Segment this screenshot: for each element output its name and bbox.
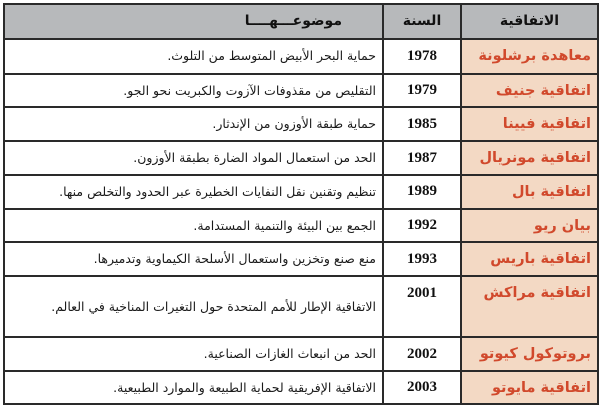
header-year: السنة: [383, 4, 461, 39]
table-row: [4, 276, 598, 337]
table-row: [4, 39, 598, 74]
table-row: [4, 141, 598, 175]
agreement-year: 2003: [383, 371, 461, 404]
header-topic: موضوعـــهــــا: [4, 4, 383, 39]
agreement-name: معاهدة برشلونة: [461, 39, 598, 74]
agreement-name: اتفاقية باريس: [461, 242, 598, 276]
agreement-year: 2001: [383, 276, 461, 337]
header-agreement: الاتفاقية: [461, 4, 598, 39]
table-row: [4, 209, 598, 243]
agreement-year: 1993: [383, 242, 461, 276]
agreement-name: اتفاقية بال: [461, 175, 598, 209]
table-row: [4, 242, 598, 276]
agreement-topic: الحد من انبعاث الغازات الصناعية.: [4, 337, 383, 371]
agreement-year: 1985: [383, 107, 461, 141]
agreement-year: 2002: [383, 337, 461, 371]
agreement-name: بروتوكول كيوتو: [461, 337, 598, 371]
agreement-topic: حماية طبقة الأوزون من الإندثار.: [4, 107, 383, 141]
agreement-topic: الجمع بين البيئة والتنمية المستدامة.: [4, 209, 383, 243]
agreement-year: 1992: [383, 209, 461, 243]
agreement-year: 1987: [383, 141, 461, 175]
agreement-name: اتفاقية مونريال: [461, 141, 598, 175]
agreement-topic: حماية البحر الأبيض المتوسط من التلوث.: [4, 39, 383, 74]
agreement-topic: التقليص من مقذوفات الآزوت والكبريت نحو الجو.: [4, 74, 383, 108]
agreement-year: 1979: [383, 74, 461, 108]
table-header-row: [4, 4, 598, 39]
agreement-topic: الحد من استعمال المواد الضارة بطبقة الأوزون.: [4, 141, 383, 175]
table-row: [4, 175, 598, 209]
table-row: [4, 107, 598, 141]
table-row: [4, 74, 598, 108]
environmental-agreements-table: [3, 3, 599, 405]
agreement-topic: الاتفاقية الإطار للأمم المتحدة حول التغيرات المناخية في العالم.: [4, 276, 383, 337]
agreement-topic: تنظيم وتقنين نقل النفايات الخطيرة عبر الحدود والتخلص منها.: [4, 175, 383, 209]
agreement-name: اتفاقية مراكش: [461, 276, 598, 337]
table-row: [4, 371, 598, 404]
agreement-name: اتفاقية جنيف: [461, 74, 598, 108]
agreement-name: اتفاقية مايوتو: [461, 371, 598, 404]
agreement-year: 1989: [383, 175, 461, 209]
agreement-name: اتفاقية فيينا: [461, 107, 598, 141]
agreement-topic: الاتفاقية الإفريقية لحماية الطبيعة والموارد الطبيعية.: [4, 371, 383, 404]
table-row: [4, 337, 598, 371]
agreement-name: بيان ريو: [461, 209, 598, 243]
agreement-year: 1978: [383, 39, 461, 74]
agreement-topic: منع صنع وتخزين واستعمال الأسلحة الكيماوية وتدميرها.: [4, 242, 383, 276]
